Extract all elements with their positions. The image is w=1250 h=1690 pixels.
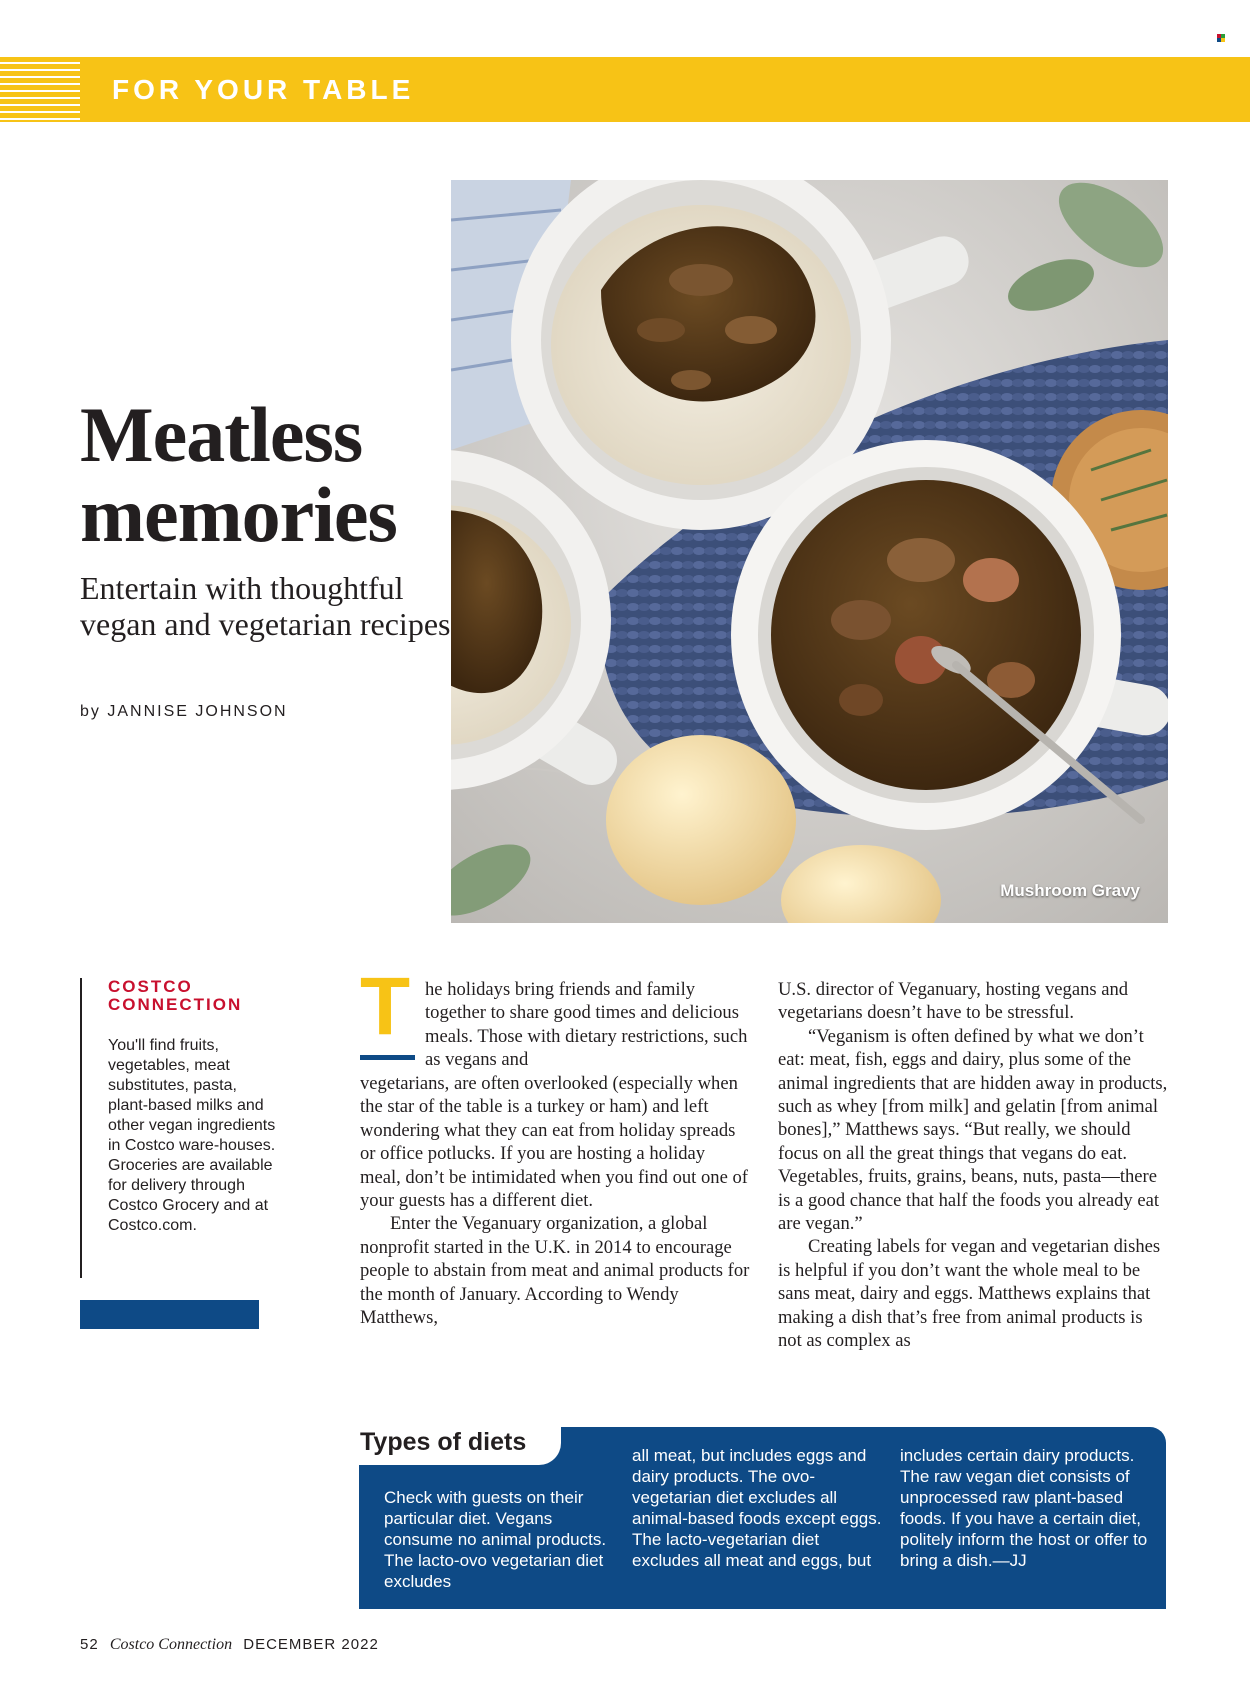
- drop-cap: [360, 961, 412, 1052]
- drop-cap-letter: T: [360, 961, 411, 1052]
- issue-date: DECEMBER 2022: [243, 1636, 379, 1653]
- diets-column-1: Check with guests on their particular diet. Vegans consume no animal products. The lacto-ovo vegetarian diet excludes: [384, 1488, 607, 1591]
- food-photo: [451, 180, 1168, 923]
- print-registration-mark: [1217, 34, 1225, 42]
- page-footer: [80, 1636, 379, 1654]
- byline-prefix: by: [80, 703, 101, 720]
- author-name: JANNISE JOHNSON: [107, 703, 288, 720]
- paragraph-2: Enter the Veganuary organization, a global nonprofit started in the U.K. in 2014 to encourage people to abstain from meat and animal products for the month of January. According to Wendy Matthews,: [360, 1213, 750, 1329]
- article-title: [80, 391, 440, 558]
- banner-stripes: [0, 57, 80, 122]
- paragraph-3: “Veganism is often defined by what we don’t eat: meat, fish, eggs and dairy, plus some of the animal ingredients that are hidden away in products, such as whey [from milk] and gelatin [from animal bones],” Matthews says. “But really, we should focus on all the great things that vegans do eat. Vegetables, fruits, grains, beans, nuts, pasta—there is a good chance that half the foods you already eat are vegan.”: [778, 1025, 1168, 1235]
- column-2: [778, 978, 1170, 1353]
- title-line-1: Meatless: [80, 391, 363, 478]
- sidebar-accent-bar: [80, 1300, 259, 1329]
- paragraph-2-continued: U.S. director of Veganuary, hosting vegans and vegetarians doesn’t have to be stressful.: [778, 979, 1129, 1024]
- drop-cap-underline: [360, 1055, 415, 1060]
- mushroom-gravy-illustration: [451, 180, 1168, 923]
- costco-connection-sidebar: [80, 977, 276, 1278]
- paragraph-4: Creating labels for vegan and vegetarian dishes is helpful if you don’t want the whole meal to be sans meat, dairy and eggs. Matthews explains that making a dish that’s free from animal products is not as complex as: [778, 1236, 1161, 1352]
- title-line-2: memories: [80, 471, 397, 558]
- sidebar-heading-line-1: COSTCO: [108, 977, 193, 996]
- sidebar-body: You'll find fruits, vegetables, meat substitutes, pasta, plant-based milks and other vegan ingredients in Costco ware-houses. Groceries are available for delivery through Costco Grocery and at Costco.com.: [108, 1037, 276, 1234]
- paragraph-1-lead: he holidays bring friends and family together to share good times and delicious meals. Those with dietary restrictions, such as vegans and: [425, 979, 748, 1071]
- article-subtitle: Entertain with thoughtful vegan and vegetarian recipes: [80, 570, 451, 642]
- section-label: FOR YOUR TABLE: [112, 74, 415, 105]
- photo-caption: Mushroom Gravy: [1000, 881, 1140, 900]
- paragraph-1-rest: vegetarians, are often overlooked (especially when the star of the table is a turkey or ham) and left wondering what they can eat from holiday spreads or office potlucks. If you are hosting a holiday meal, don’t be intimidated when you find out one of your guests has a different diet.: [360, 1073, 748, 1212]
- magazine-name: Costco Connection: [109, 1636, 233, 1653]
- sidebar-heading: [108, 978, 242, 1014]
- page-number: 52: [80, 1636, 99, 1653]
- diets-column-2: all meat, but includes eggs and dairy products. The ovo-vegetarian diet excludes all animal-based foods except eggs. The lacto-vegetarian diet excludes all meat and eggs, but: [632, 1446, 882, 1570]
- column-1: [360, 1072, 750, 1329]
- diets-column-3: includes certain dairy products. The raw vegan diet consists of unprocessed raw plant-based foods. If you have a certain diet, politely inform the host or offer to bring a dish.—JJ: [900, 1446, 1148, 1570]
- diets-title: Types of diets: [360, 1428, 527, 1456]
- byline: [80, 703, 288, 721]
- sidebar-heading-line-2: CONNECTION: [108, 995, 243, 1014]
